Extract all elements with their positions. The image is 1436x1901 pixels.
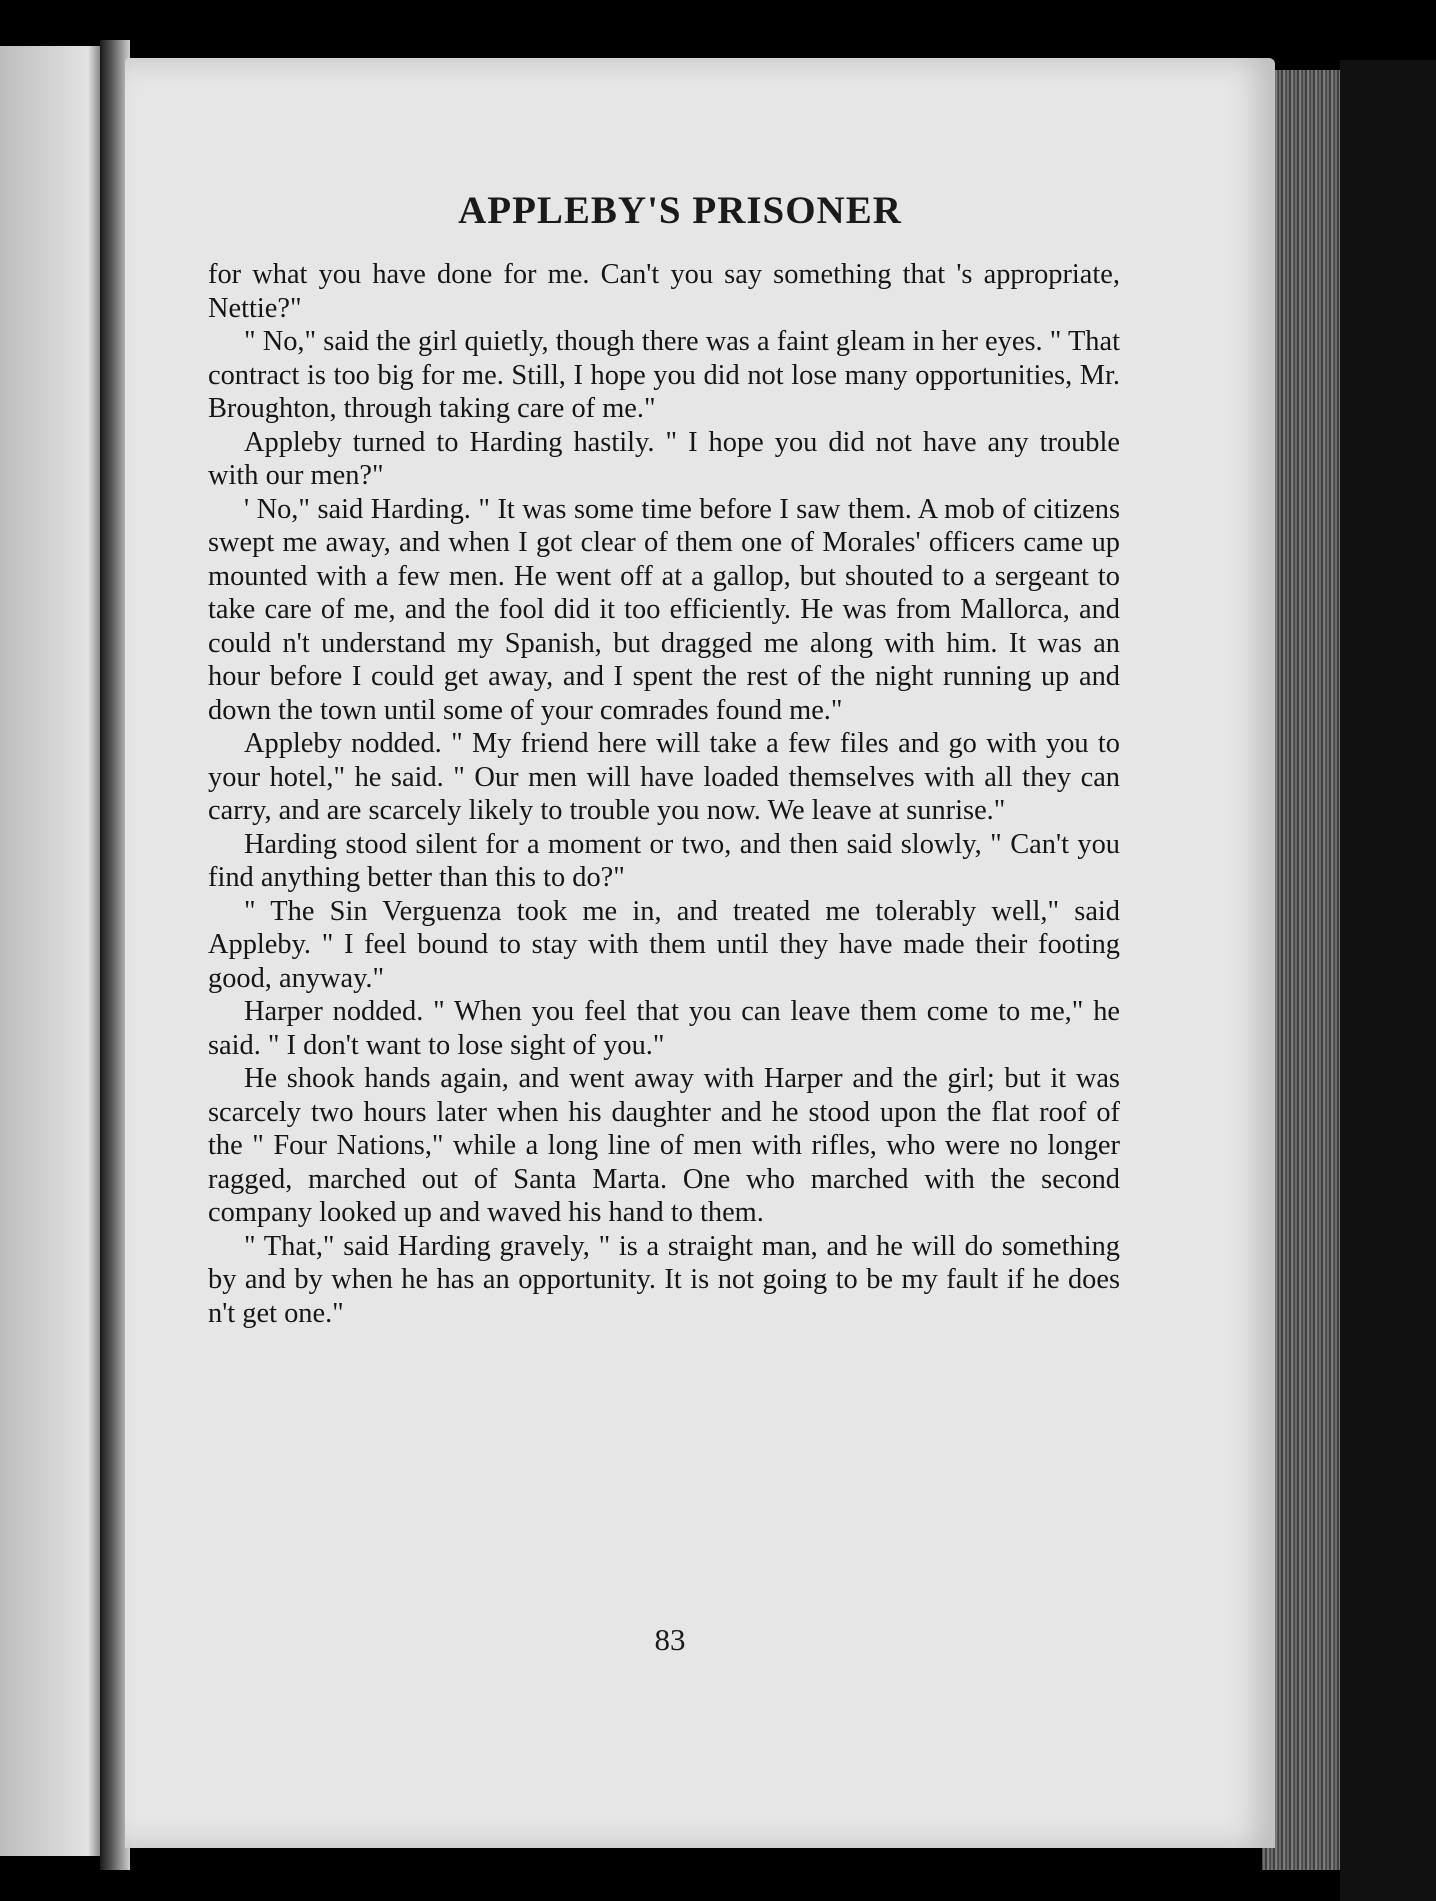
paragraph: Harper nodded. " When you feel that you can leave them come to me," he said. " I don't want to lose sight of you." <box>208 996 1120 1061</box>
book-cover-edge <box>1340 60 1436 1901</box>
paragraph: Appleby turned to Harding hastily. " I hope you did not have any trouble with our men?" <box>208 426 1120 491</box>
paragraph: ' No," said Harding. " It was some time before I saw them. A mob of citizens swept me away, and when I got clear of them one of Morales' officers came up mounted with a few men. He went off at a gallop, but shouted to a sergeant to take care of me, and the fool did it too efficiently. He was from Mallorca, and could n't understand my Spanish, but dragged me along with him. It was an hour before I could get away, and I spent the rest of the night running up and down the town until some of your comrades found me." <box>208 493 1120 726</box>
running-head: APPLEBY'S PRISONER <box>458 189 902 232</box>
paragraph: " The Sin Verguenza took me in, and treated me tolerably well," said Appleby. " I feel bound to stay with them until they have made their footing good, anyway." <box>208 895 1120 994</box>
previous-page-edge <box>0 46 100 1856</box>
paragraph: He shook hands again, and went away with Harper and the girl; but it was scarcely two hours later when his daughter and he stood upon the flat roof of the " Four Nations," while a long line of men with rifles, who were no longer ragged, marched out of Santa Marta. One who marched with the second company looked up and waved his hand to them. <box>208 1063 1120 1228</box>
paragraph: Appleby nodded. " My friend here will take a few files and go with you to your hotel," he said. " Our men will have loaded themselves with all they can carry, and are scarcely likely to trouble you now. We leave at sunrise." <box>208 728 1120 826</box>
paragraph: " No," said the girl quietly, though there was a faint gleam in her eyes. " That contract is too big for me. Still, I hope you did not lose many opportunities, Mr. Broughton, through taking care of me." <box>208 326 1120 424</box>
body-text <box>208 258 1120 1330</box>
paragraph: for what you have done for me. Can't you say something that 's appropriate, Nettie?" <box>208 259 1120 324</box>
paragraph: Harding stood silent for a moment or two, and then said slowly, " Can't you find anything better than this to do?" <box>208 828 1120 893</box>
page-stack-edges <box>1262 70 1352 1870</box>
paragraph: " That," said Harding gravely, " is a straight man, and he will do something by and by when he has an opportunity. It is not going to be my fault if he does n't get one." <box>208 1230 1120 1329</box>
page-number: 83 <box>654 1622 686 1657</box>
